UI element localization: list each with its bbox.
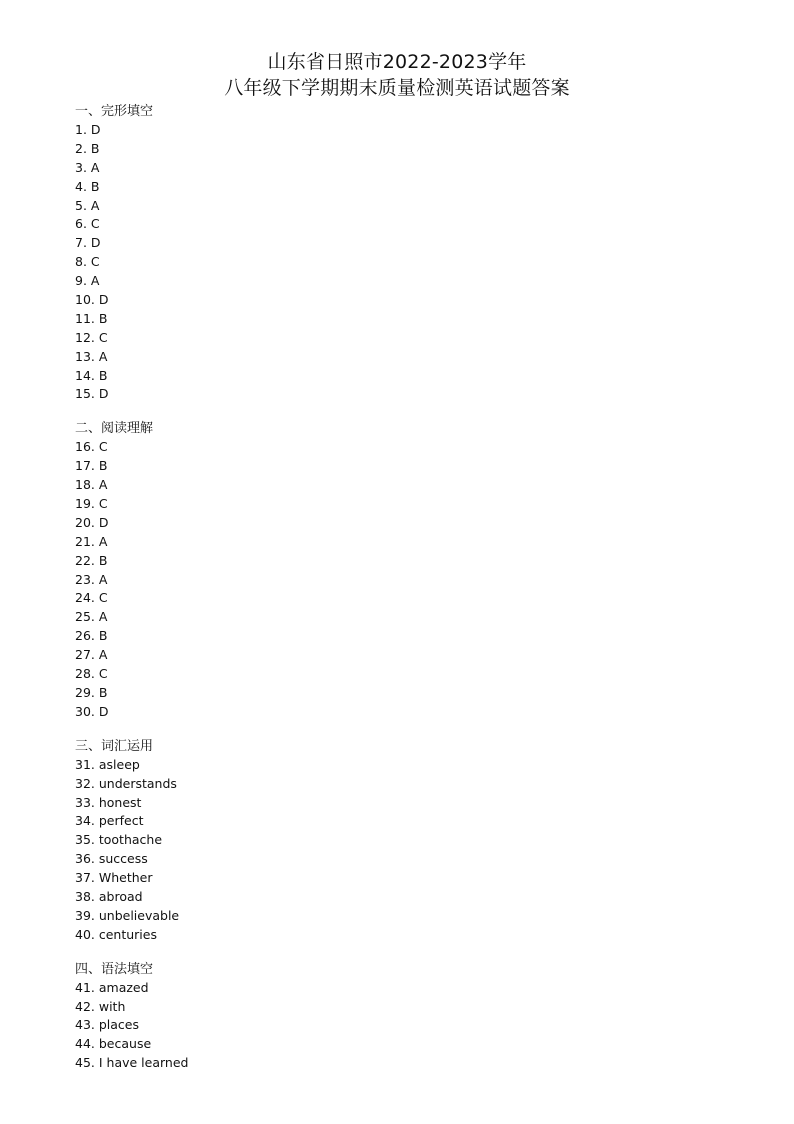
answer-text: I have learned (98, 1055, 189, 1071)
answer-text: B (98, 684, 108, 700)
answer-text: C (98, 666, 108, 682)
question-number: 7 . (75, 235, 91, 250)
answer-text: B (98, 552, 108, 568)
answer-text: C (98, 439, 108, 455)
question-number: 36 . (75, 851, 99, 866)
question-number: 15 . (75, 386, 99, 401)
answer-list (75, 979, 715, 1073)
answer-text: C (98, 329, 108, 345)
answer-text: understands (98, 775, 177, 791)
answer-item (75, 495, 715, 514)
question-number: 44 . (75, 1036, 99, 1051)
answer-text: perfect (98, 813, 144, 829)
question-number: 13 . (75, 349, 99, 364)
answer-item (75, 197, 715, 216)
question-number: 35 . (75, 832, 99, 847)
question-number: 5 . (75, 198, 91, 213)
question-number: 37 . (75, 870, 99, 885)
question-number: 21 . (75, 534, 99, 549)
answer-item (75, 646, 715, 665)
answer-item (75, 514, 715, 533)
question-number: 40 . (75, 927, 99, 942)
question-number: 10 . (75, 292, 99, 307)
answer-text: places (98, 1017, 140, 1033)
answer-text: B (98, 628, 108, 644)
question-number: 28 . (75, 666, 99, 681)
answer-item (75, 215, 715, 234)
answer-item (75, 178, 715, 197)
question-number: 3 . (75, 160, 91, 175)
answer-text: C (90, 254, 100, 270)
answer-text: A (90, 159, 100, 175)
answer-item (75, 159, 715, 178)
question-number: 38 . (75, 889, 99, 904)
answer-item (75, 608, 715, 627)
answer-list (75, 121, 715, 404)
answer-list (75, 438, 715, 721)
answer-item (75, 571, 715, 590)
answer-item (75, 140, 715, 159)
answer-section (75, 102, 715, 404)
answer-text: unbelievable (98, 907, 180, 923)
question-number: 22 . (75, 553, 99, 568)
answer-item (75, 1054, 715, 1073)
answer-text: centuries (98, 926, 157, 942)
question-number: 42 . (75, 999, 99, 1014)
question-number: 41 . (75, 980, 99, 995)
answer-item (75, 476, 715, 495)
answer-text: Whether (98, 870, 153, 886)
question-number: 8 . (75, 254, 91, 269)
answer-item (75, 775, 715, 794)
document-title-line-1: 山东省日照市2022-2023学年 (267, 51, 527, 73)
answer-item (75, 234, 715, 253)
answer-item (75, 869, 715, 888)
answer-item (75, 907, 715, 926)
answer-item (75, 589, 715, 608)
question-number: 19 . (75, 496, 99, 511)
question-number: 25 . (75, 609, 99, 624)
answer-item (75, 926, 715, 945)
question-number: 34 . (75, 813, 99, 828)
answer-text: D (90, 235, 101, 251)
answer-text: C (98, 590, 108, 606)
answer-item (75, 756, 715, 775)
answer-item (75, 348, 715, 367)
answer-text: A (98, 647, 108, 663)
question-number: 45 . (75, 1055, 99, 1070)
question-number: 33 . (75, 795, 99, 810)
answer-item (75, 665, 715, 684)
answer-text: A (98, 571, 108, 587)
question-number: 17 . (75, 458, 99, 473)
answer-item (75, 684, 715, 703)
answer-text: A (90, 197, 100, 213)
answer-text: because (98, 1036, 152, 1052)
question-number: 43 . (75, 1017, 99, 1032)
question-number: 27 . (75, 647, 99, 662)
answer-list (75, 756, 715, 945)
answer-item (75, 794, 715, 813)
question-number: 9 . (75, 273, 91, 288)
answer-text: D (98, 292, 109, 308)
answer-item (75, 1035, 715, 1054)
answer-item (75, 121, 715, 140)
question-number: 32 . (75, 776, 99, 791)
answer-item (75, 457, 715, 476)
answer-item (75, 888, 715, 907)
section-heading: 一、完形填空 (75, 104, 154, 119)
question-number: 29 . (75, 685, 99, 700)
question-number: 6 . (75, 216, 91, 231)
answer-text: success (98, 851, 148, 867)
answer-item (75, 850, 715, 869)
answer-item (75, 812, 715, 831)
answer-text: A (98, 533, 108, 549)
answer-item (75, 979, 715, 998)
question-number: 18 . (75, 477, 99, 492)
question-number: 4 . (75, 179, 91, 194)
question-number: 26 . (75, 628, 99, 643)
answer-item (75, 329, 715, 348)
question-number: 20 . (75, 515, 99, 530)
section-heading: 二、阅读理解 (75, 421, 154, 437)
answer-item (75, 703, 715, 722)
answer-text: A (98, 609, 108, 625)
question-number: 11 . (75, 311, 99, 326)
answer-text: amazed (98, 979, 149, 995)
answer-item (75, 272, 715, 291)
answer-text: toothache (98, 832, 163, 848)
answer-text: C (98, 496, 108, 512)
section-heading: 三、词汇运用 (75, 738, 154, 754)
question-number: 39 . (75, 908, 99, 923)
answer-text: D (98, 703, 109, 719)
answer-section (75, 419, 715, 721)
answer-item (75, 1016, 715, 1035)
answer-text: B (90, 140, 100, 156)
answer-item (75, 310, 715, 329)
answer-item (75, 385, 715, 404)
question-number: 31 . (75, 757, 99, 772)
answer-text: with (98, 998, 126, 1014)
question-number: 23 . (75, 572, 99, 587)
question-number: 2 . (75, 141, 91, 156)
answer-text: asleep (98, 756, 140, 772)
question-number: 24 . (75, 590, 99, 605)
answer-text: abroad (98, 888, 143, 904)
answer-text: B (98, 367, 108, 383)
question-number: 1 . (75, 122, 91, 137)
answer-text: A (98, 348, 108, 364)
answer-text: D (98, 514, 109, 530)
answer-key-content (75, 102, 715, 1073)
answer-item (75, 253, 715, 272)
answer-item (75, 831, 715, 850)
answer-text: D (98, 386, 109, 402)
answer-text: A (90, 273, 100, 289)
answer-item (75, 438, 715, 457)
question-number: 16 . (75, 439, 99, 454)
document-title-line-2: 八年级下学期期末质量检测英语试题答案 (224, 77, 570, 99)
answer-text: C (90, 216, 100, 232)
answer-text: B (98, 310, 108, 326)
answer-item (75, 627, 715, 646)
question-number: 30 . (75, 704, 99, 719)
answer-item (75, 533, 715, 552)
answer-section (75, 960, 715, 1073)
question-number: 12 . (75, 330, 99, 345)
answer-text: B (98, 458, 108, 474)
answer-text: honest (98, 794, 142, 810)
answer-item (75, 998, 715, 1017)
answer-section (75, 737, 715, 945)
answer-item (75, 552, 715, 571)
question-number: 14 . (75, 368, 99, 383)
answer-item (75, 367, 715, 386)
section-heading: 四、语法填空 (75, 961, 154, 977)
answer-text: D (90, 122, 101, 137)
answer-text: B (90, 178, 100, 194)
answer-text: A (98, 477, 108, 493)
answer-item (75, 291, 715, 310)
